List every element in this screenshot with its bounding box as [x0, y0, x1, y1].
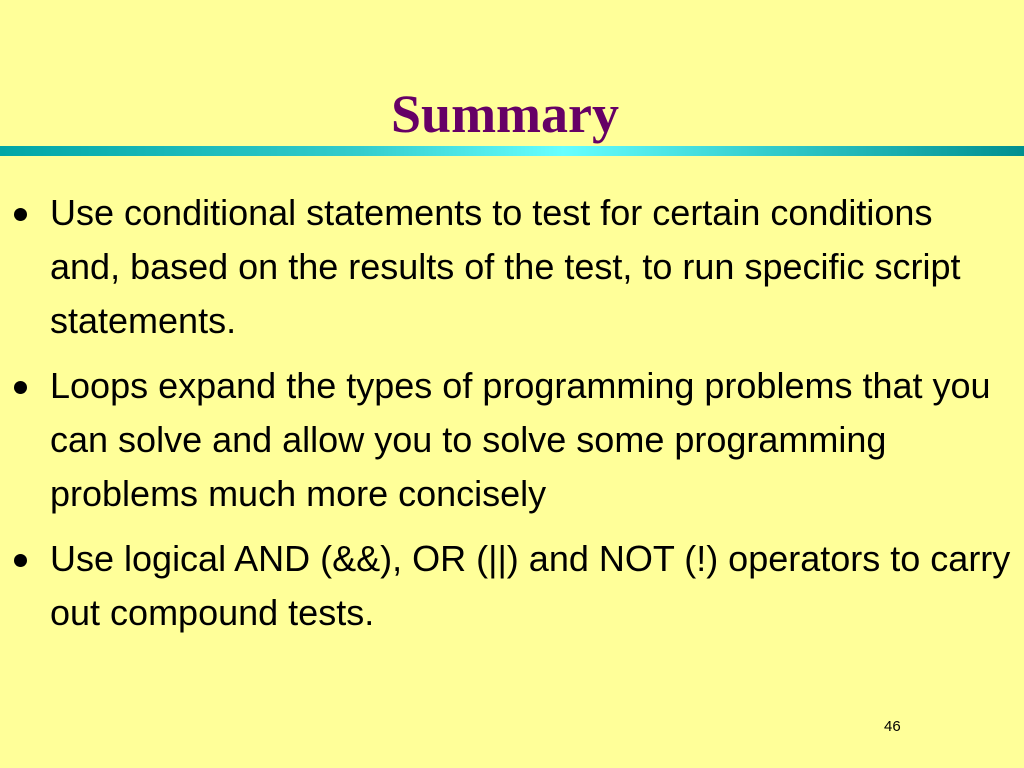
- bullet-dot-icon: [14, 554, 27, 567]
- bullet-item: [12, 359, 1012, 521]
- bullet-item: [12, 186, 1012, 348]
- bullet-text: Use logical AND (&&), OR (||) and NOT (!) operators to carry out compound tests.: [50, 538, 1011, 633]
- bullet-list: [12, 186, 1012, 651]
- slide-title: Summary: [391, 84, 619, 144]
- title-divider: [0, 146, 1024, 156]
- bullet-item: [12, 532, 1012, 640]
- bullet-dot-icon: [14, 208, 27, 221]
- page-number: 46: [884, 718, 901, 735]
- bullet-dot-icon: [14, 381, 27, 394]
- bullet-text: Loops expand the types of programming problems that you can solve and allow you to solve some programming problems much more concisely: [50, 365, 991, 514]
- bullet-text: Use conditional statements to test for certain conditions and, based on the results of the test, to run specific script statements.: [50, 192, 961, 341]
